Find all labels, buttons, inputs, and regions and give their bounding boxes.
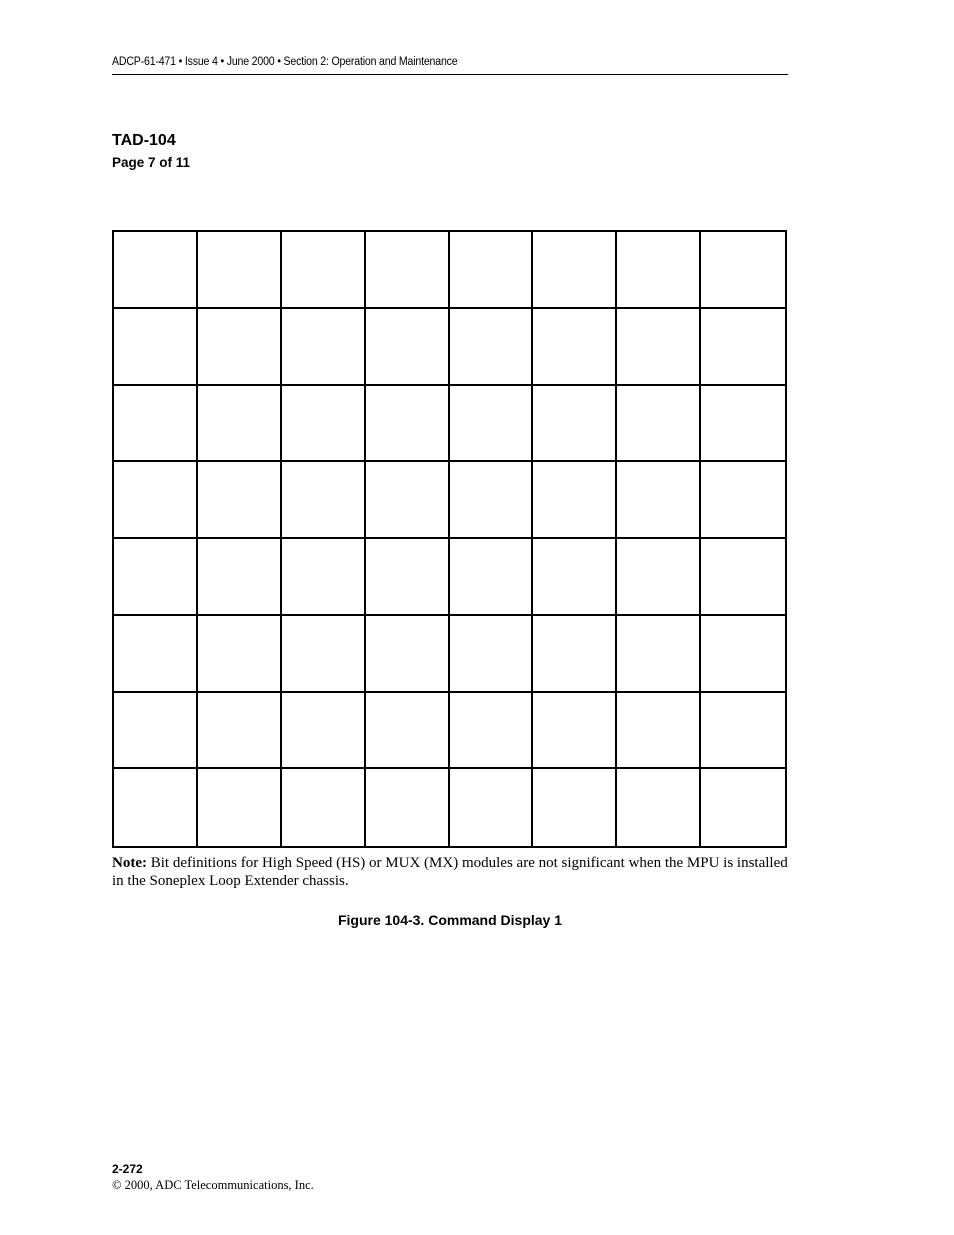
grid-cell: [282, 769, 366, 846]
running-header-text: ADCP-61-471 • Issue 4 • June 2000 • Section 2: Operation and Maintenance: [112, 56, 458, 68]
command-display-grid: [112, 230, 787, 848]
grid-cell: [198, 309, 282, 386]
grid-cell: [617, 769, 701, 846]
grid-cell: [198, 769, 282, 846]
grid-cell: [617, 462, 701, 539]
document-id: TAD-104: [112, 132, 176, 149]
grid-cell: [701, 386, 785, 463]
grid-cell: [701, 539, 785, 616]
running-header: [112, 56, 788, 75]
grid-cell: [617, 693, 701, 770]
grid-cell: [450, 462, 534, 539]
grid-cell: [701, 616, 785, 693]
grid-cell: [198, 616, 282, 693]
grid-cell: [114, 232, 198, 309]
grid-cell: [198, 386, 282, 463]
document-page-indicator: Page 7 of 11: [112, 155, 191, 170]
grid-cell: [450, 693, 534, 770]
grid-cell: [282, 693, 366, 770]
copyright-notice: © 2000, ADC Telecommunications, Inc.: [112, 1178, 314, 1192]
grid-cell: [533, 693, 617, 770]
grid-cell: [617, 539, 701, 616]
grid-cell: [282, 386, 366, 463]
grid-cell: [282, 232, 366, 309]
grid-cell: [114, 693, 198, 770]
grid-cell: [198, 539, 282, 616]
note-text: Bit definitions for High Speed (HS) or MUX (MX) modules are not significant when the MPU is installed in the Soneplex Loop Extender chassis.: [112, 855, 788, 889]
grid-cell: [198, 693, 282, 770]
grid-cell: [114, 462, 198, 539]
grid-cell: [366, 539, 450, 616]
page-number: 2-272: [112, 1162, 143, 1176]
grid-cell: [617, 232, 701, 309]
note-label: Note:: [112, 855, 147, 871]
grid-cell: [366, 616, 450, 693]
grid-cell: [282, 616, 366, 693]
grid-cell: [450, 539, 534, 616]
grid-cell: [114, 769, 198, 846]
grid-cell: [701, 769, 785, 846]
grid-cell: [701, 462, 785, 539]
grid-cell: [617, 309, 701, 386]
grid-cell: [114, 309, 198, 386]
grid-cell: [198, 462, 282, 539]
grid-cell: [701, 309, 785, 386]
figure-caption: Figure 104-3. Command Display 1: [337, 912, 563, 928]
grid-cell: [533, 769, 617, 846]
grid-cell: [701, 232, 785, 309]
grid-cell: [450, 309, 534, 386]
grid-cell: [533, 309, 617, 386]
grid-cell: [533, 616, 617, 693]
grid-cell: [198, 232, 282, 309]
grid-cell: [282, 539, 366, 616]
grid-cell: [114, 616, 198, 693]
grid-cell: [617, 386, 701, 463]
grid-cell: [450, 616, 534, 693]
grid-cell: [533, 386, 617, 463]
grid-cell: [450, 386, 534, 463]
grid-cell: [366, 386, 450, 463]
figure-note: [112, 854, 792, 890]
grid-cell: [114, 386, 198, 463]
grid-cell: [450, 232, 534, 309]
grid-cell: [533, 539, 617, 616]
grid-cell: [282, 462, 366, 539]
grid-cell: [282, 309, 366, 386]
grid-cell: [533, 232, 617, 309]
grid-cell: [533, 462, 617, 539]
grid-cell: [114, 539, 198, 616]
grid-cell: [450, 769, 534, 846]
grid-cell: [366, 693, 450, 770]
grid-cell: [366, 232, 450, 309]
grid-cell: [701, 693, 785, 770]
grid-cell: [366, 309, 450, 386]
grid-cell: [366, 462, 450, 539]
grid-cell: [617, 616, 701, 693]
grid-cell: [366, 769, 450, 846]
